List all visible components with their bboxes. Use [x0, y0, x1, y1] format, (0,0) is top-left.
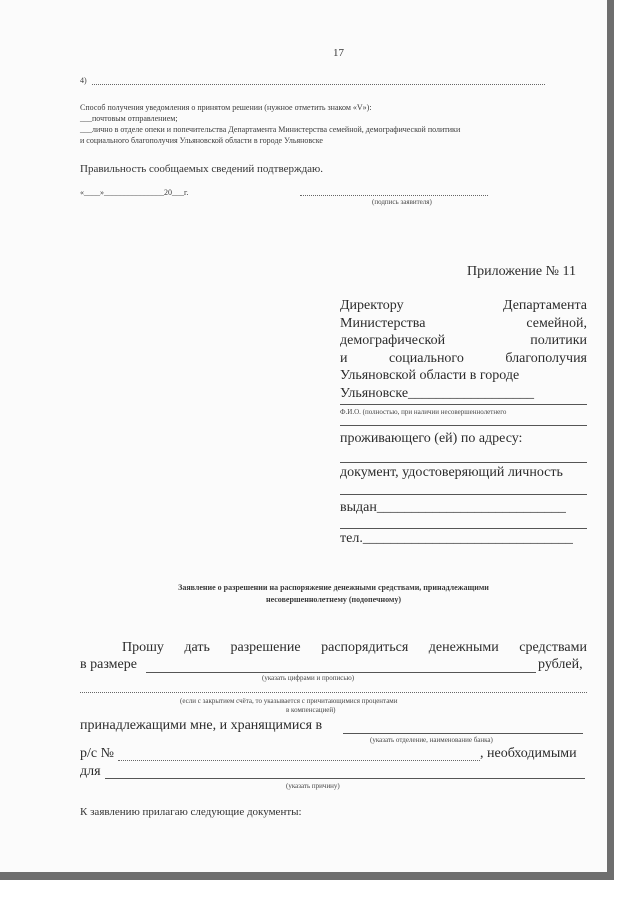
request-line-1 — [122, 640, 587, 656]
attachments-label: К заявлению прилагаю следующие документы: — [80, 806, 302, 818]
request-word: Прошу — [122, 640, 164, 655]
addressee-line-2 — [340, 315, 587, 333]
addressee-word: семейной, — [526, 315, 587, 331]
request-word: средствами — [519, 640, 587, 655]
account-line — [118, 760, 480, 761]
scan-margin — [0, 880, 640, 905]
addressee-line-4 — [340, 350, 587, 368]
request-word: распорядиться — [321, 640, 409, 655]
interest-caption-1: (если с закрытием счёта, то указывается с причитающимися процентами — [180, 697, 398, 705]
issued-label: выдан___________________________ — [340, 500, 566, 515]
addressee-word: демографической — [340, 333, 446, 348]
id-document-line — [340, 494, 587, 495]
fio-line-2 — [340, 425, 587, 426]
fio-line — [340, 404, 587, 405]
amount-caption: (указать цифрами и прописью) — [262, 674, 355, 682]
reason-caption: (указать причину) — [286, 782, 340, 790]
bank-line — [343, 733, 583, 734]
addressee-word: Департамента — [502, 298, 587, 313]
bank-caption: (указать отделение, наименование банка) — [370, 736, 493, 744]
phone-label: тел.______________________________ — [340, 531, 573, 546]
addressee-line-3 — [340, 332, 587, 350]
for-label: для — [80, 764, 101, 779]
appendix-title: Приложение № 11 — [467, 264, 576, 279]
request-word: разрешение — [230, 640, 301, 655]
signature-line — [300, 195, 488, 196]
rubles-label: рублей, — [538, 657, 583, 672]
statement-title-line-1: Заявление о разрешении на распоряжение денежными средствами, принадлежащими — [178, 583, 489, 592]
addressee-word: Директору — [340, 298, 404, 313]
addressee-word: политики — [530, 333, 587, 348]
residing-label: проживающего (ей) по адресу: — [340, 431, 523, 446]
addressee-word: и — [340, 350, 348, 366]
addressee-word: социального — [389, 350, 464, 366]
item-4-label: 4) — [80, 76, 87, 85]
address-line — [340, 462, 587, 463]
statement-title-line-2: несовершеннолетнему (подопечному) — [265, 595, 402, 604]
confirm-text: Правильность сообщаемых сведений подтверждаю. — [80, 163, 324, 175]
amount-line — [146, 672, 536, 673]
addressee-word: Министерства — [340, 315, 426, 331]
receipt-option-mail: ___почтовым отправлением; — [80, 114, 178, 123]
addressee-line-5: Ульяновской области в городе — [340, 368, 520, 383]
addressee-line-6: Ульяновске__________________ — [340, 385, 535, 401]
signature-caption: (подпись заявителя) — [372, 198, 432, 206]
addressee-line-1 — [340, 297, 587, 315]
request-word: дать — [184, 640, 210, 655]
page-number: 17 — [333, 47, 344, 59]
account-label: р/с № — [80, 746, 114, 761]
needed-text: , необходимыми — [480, 746, 577, 761]
receipt-option-personal: ___лично в отделе опеки и попечительства Департамента Министерства семейной, демографической политики — [80, 125, 461, 134]
fio-caption: Ф.И.О. (полностью, при наличии несовершеннолетнего — [340, 408, 507, 416]
receipt-option-personal-cont: и социального благополучия Ульяновской области в городе Ульяновске — [80, 136, 323, 145]
date-line: «____»_______________20___г. — [80, 188, 189, 197]
reason-line — [105, 778, 585, 779]
receipt-method-title: Способ получения уведомления о принятом решении (нужное отметить знаком «V»): — [80, 103, 372, 112]
id-document-label: документ, удостоверяющий личность — [340, 465, 563, 480]
belonging-text: принадлежащими мне, и хранящимися в — [80, 718, 323, 733]
amount-label: в размере — [80, 657, 137, 672]
addressee-word: благополучия — [505, 350, 587, 366]
issued-line-2 — [340, 528, 587, 529]
request-word: денежными — [428, 640, 499, 655]
amount-line-2 — [80, 692, 587, 693]
interest-caption-2: в компенсацией) — [286, 706, 336, 714]
item-4-line — [92, 84, 545, 85]
addressee-block — [340, 297, 587, 402]
